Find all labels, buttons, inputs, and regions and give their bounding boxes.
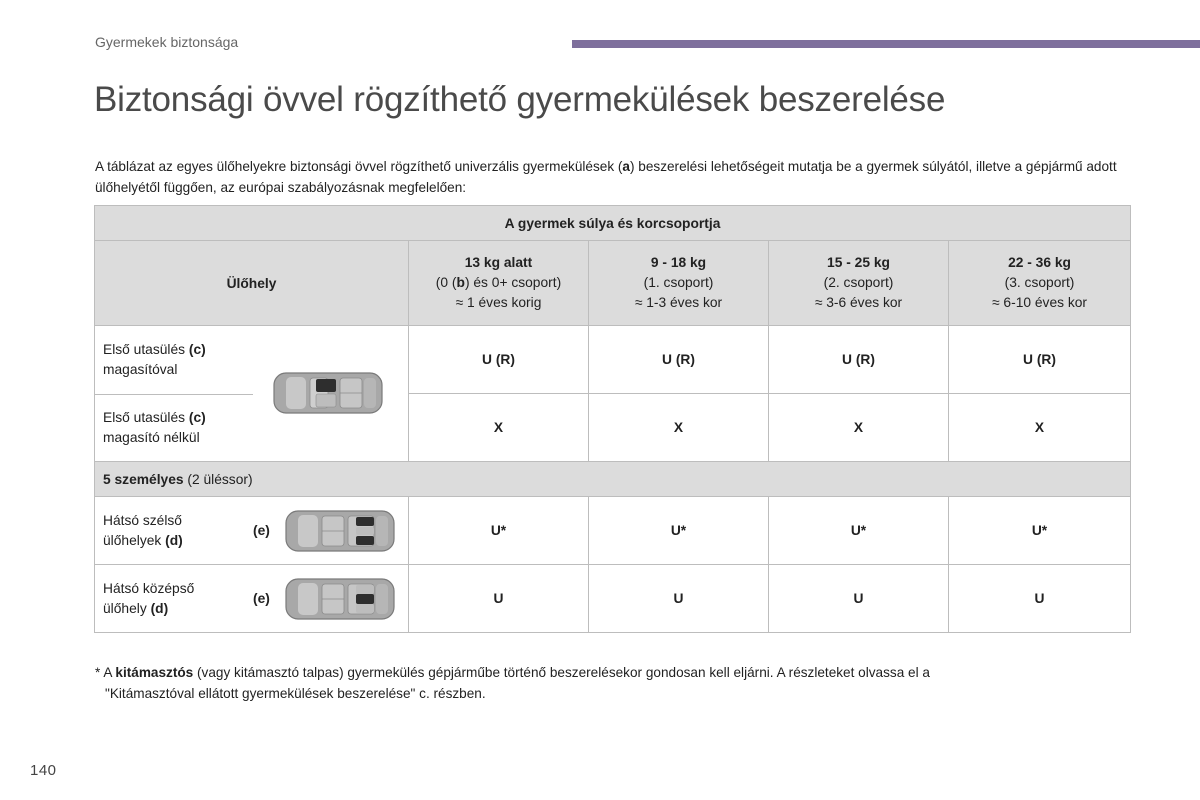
value-cell: X [769,394,949,462]
row-label-line: Hátsó szélső [103,512,182,528]
row-label [95,408,253,448]
row-label-line: ülőhely [103,600,151,616]
row-label-line: Első utasülés [103,342,189,357]
row-label [95,579,253,619]
value-cell: U* [589,497,769,565]
value-cell: X [589,394,769,462]
page-title: Biztonsági övvel rögzíthető gyermekülések beszerelése [94,80,946,119]
row-label-line: ülőhelyek [103,532,166,548]
table-subheader-row [95,462,1131,497]
row-divider [95,394,253,395]
value-cell: U [769,565,949,633]
row-label-line: Hátsó középső [103,580,195,596]
car-topview-rear-center-icon [281,576,408,622]
age-group-text: (0 ( [435,275,457,290]
five-seats-subheader [95,462,1131,497]
footnote-text: * A [95,665,116,680]
section-label: Gyermekek biztonsága [95,34,239,50]
row-label-line: Első utasülés [103,410,189,425]
age-group-header [589,241,769,326]
value-cell: U* [769,497,949,565]
row-note-ref: (e) [253,523,270,538]
age-group-text: ) és 0+ csoport) [464,275,562,290]
front-seat-cell [95,326,409,462]
value-cell: X [949,394,1131,462]
age-group-header [409,241,589,326]
age-group-header [769,241,949,326]
age-group-ref: b [456,275,465,290]
age-range: ≈ 1 éves korig [455,295,542,310]
table-row [95,565,1131,633]
value-cell: X [409,394,589,462]
row-label [95,326,253,380]
age-group-text: (2. csoport) [823,275,894,290]
row-label-line: magasítóval [103,362,178,377]
age-weight: 9 - 18 kg [650,255,707,270]
seat-column-header: Ülőhely [95,241,409,326]
age-weight: 13 kg alatt [464,255,533,270]
rear-outer-cell [95,497,409,565]
intro-ref-a: a [622,159,630,174]
value-cell: U [589,565,769,633]
accent-bar [572,40,1200,48]
table-row [95,497,1131,565]
age-group-text: (1. csoport) [643,275,714,290]
value-cell: U (R) [949,326,1131,394]
age-range: ≈ 6-10 éves kor [992,295,1088,310]
value-cell: U (R) [409,326,589,394]
subheader-rest: (2 üléssor) [183,471,253,487]
age-weight: 15 - 25 kg [827,255,890,270]
row-label-ref: (d) [150,600,169,616]
age-weight: 22 - 36 kg [1008,255,1071,270]
row-label [95,511,253,551]
child-seat-table [94,205,1131,633]
footnote [95,662,1135,704]
footnote-bold: kitámasztós [115,665,194,680]
age-group-text: (3. csoport) [1004,275,1075,290]
value-cell: U [949,565,1131,633]
value-cell: U (R) [769,326,949,394]
car-topview-front-passenger-icon [272,370,396,416]
age-group-header [949,241,1131,326]
age-range: ≈ 1-3 éves kor [634,295,723,310]
table-row [95,326,1131,394]
intro-text-1: A táblázat az egyes ülőhelyekre biztonsági övvel rögzíthető univerzális gyermekülések ( [95,159,623,174]
footnote-text: (vagy kitámasztó talpas) gyermekülés gépjárműbe történő beszerelésekor gondosan kell eljárni. A részleteket olvassa el a [193,665,930,680]
value-cell: U [409,565,589,633]
rear-center-cell [95,565,409,633]
intro-text-2: ) beszerelési lehetőségeit mutatja be a gyermek súlyától, illetve a gépjármű adott ülőhelyétől függően, az európai szabályozásnak megfelelően: [95,159,1117,195]
row-label-ref: (c) [188,342,206,357]
page-number: 140 [30,762,57,779]
value-cell: U* [409,497,589,565]
car-topview-rear-outer-icon [281,508,408,554]
row-label-line: magasító nélkül [103,430,200,445]
value-cell: U* [949,497,1131,565]
age-range: ≈ 3-6 éves kor [814,295,903,310]
row-label-ref: (d) [165,532,183,548]
value-cell: U (R) [589,326,769,394]
intro-paragraph [95,156,1135,198]
table-band-title: A gyermek súlya és korcsoportja [95,206,1131,241]
footnote-line-2: "Kitámasztóval ellátott gyermekülések beszerelése" c. részben. [105,686,486,701]
row-note-ref: (e) [253,591,270,606]
row-label-ref: (c) [188,410,206,425]
subheader-bold: 5 személyes [103,471,184,487]
